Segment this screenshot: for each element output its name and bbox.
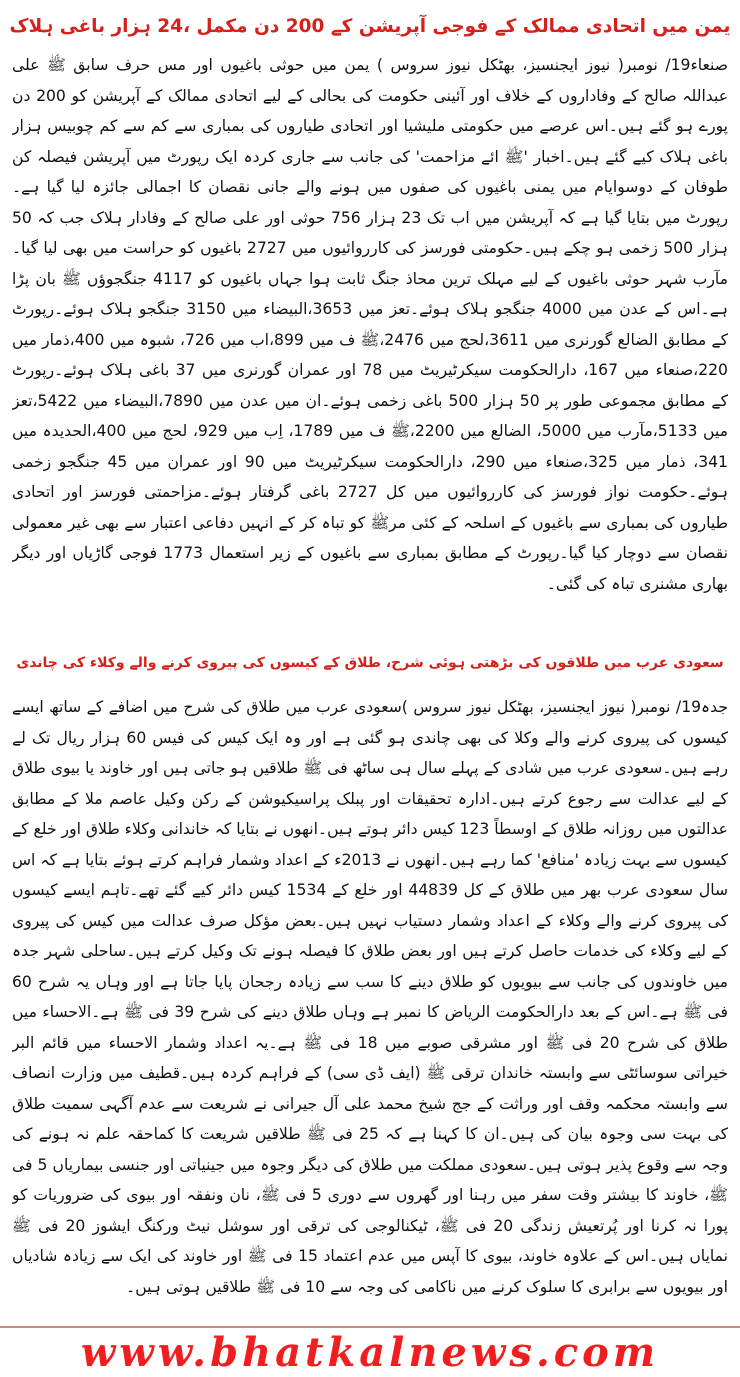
article-2-body (12, 692, 728, 1322)
article-2-paragraph: جدہ19/ نومبر( نیوز ایجنسیز، بھٹکل نیوز سروس )سعودی عرب میں طلاق کی شرح میں اضافے کے ساتھ ایسے کیسوں کی پیروی کرنے والے وکلا کی بھی چاندی ہو گئی ہے اور وہ ایک کیس کی فیس 60 ہزار ریال تک لے رہے ہیں۔سعودی عرب میں شادی کے پہلے سال ہی ساٹھ فی ﷺ طلاقیں ہو جاتی ہیں اور خاوند یا بیوی طلاق کے لیے عدالت سے رجوع کرتے ہیں۔ادارہ تحقیقات اور پبلک پراسیکیوشن کے رکن وکیل عاصم ملا کے مطابق عدالتوں میں روزانہ طلاق کے اوسطاً 123 کیس دائر ہوتے ہیں۔انھوں نے بتایا کہ خاندانی وکلاء طلاق اور خلع کے کیسوں سے بہت زیادہ 'منافع' کما رہے ہیں۔انھوں نے 2013ء کے اعداد وشمار فراہم کرتے ہوئے بتایا ہے کہ اس سال سعودی عرب بھر میں طلاق کے کل 44839 اور خلع کے 1534 کیس دائر کیے گئے تھے۔تاہم ایسے کیسوں کی پیروی کرنے والے وکلاء کے اعداد وشمار دستیاب نہیں ہیں۔بعض مؤکل صرف عدالت میں کیس کی پیروی کے لیے وکلاء کی خدمات حاصل کرتے ہیں اور بعض طلاق کا فیصلہ ہونے تک وکیل کرتے ہیں۔ساحلی شہر جدہ میں خاوندوں کی جانب سے بیویوں کو طلاق دینے کا سب سے زیادہ رجحان پایا جاتا ہے اور وہاں یہ شرح 60 فی ﷺ ہے۔اس کے بعد دارالحکومت الریاض کا نمبر ہے وہاں طلاق دینے کی شرح 39 فی ﷺ ہے۔الاحساء میں طلاق کی شرح 20 فی ﷺ اور مشرقی صوبے میں 18 فی ﷺ ہے۔یہ اعداد وشمار الاحساء میں قائم البر خیراتی سوسائٹی سے وابستہ خاندان ترقی ﷺ (ایف ڈی سی) کے فراہم کردہ ہیں۔قطیف میں وزارت انصاف سے وابستہ محکمہ وقف اور وراثت کے جج شیخ محمد علی آل جیرانی نے شریعت سے عدم آگہی سمیت طلاق کی بہت سی وجوہ بیان کی ہیں۔ان کا کہنا ہے کہ 25 فی ﷺ طلاقیں شریعت کا کماحقہ علم نہ ہونے کی وجہ سے وقوع پذیر ہوتی ہیں۔سعودی مملکت میں طلاق کی دیگر وجوہ میں جینیاتی اور جنسی بیماریاں 5 فی ﷺ، خاوند کا بیشتر وقت سفر میں رہنا اور گھروں سے دوری 5 فی ﷺ، نان ونفقہ اور بیوی کی ضروریات کو پورا نہ کرنا اور پُرتعیش زندگی 20 فی ﷺ، ٹیکنالوجی کی ترقی اور سوشل نیٹ ورکنگ ایشوز 20 فی ﷺ نمایاں ہیں۔اس کے علاوہ خاوند، بیوی کا آپس میں عدم اعتماد 15 فی ﷺ اور خاوند کی ایک سے زیادہ شادیاں اور بیویوں سے برابری کا سلوک کرنے میں ناکامی کی وجہ سے 10 فی ﷺ طلاقیں ہوتی ہیں۔ (12, 698, 728, 1296)
site-watermark: www.bhatkalnews.com (80, 1331, 660, 1375)
article-1-paragraph: صنعاء19/ نومبر( نیوز ایجنسیز، بھٹکل نیوز سروس ) یمن میں حوثی باغیوں اور مس حرف سابق ﷺ علی عبداللہ صالح کے وفاداروں کے خلاف اور آئینی حکومت کی بحالی کے لیے اتحادی ممالک کے آپریشن کو 200 دن پورے ہو گئے ہیں۔اس عرصے میں حکومتی ملیشیا اور اتحادی طیاروں کی بمباری سے کم سے کم چوبیس ہزار باغی ہلاک کیے گئے ہیں۔اخبار 'ﷺ ائے مزاحمت' کی جانب سے جاری کردہ ایک رپورٹ میں آپریشن فیصلہ کن طوفان کے دوسوایام میں یمنی باغیوں کی صفوں میں ہونے والے جانی نقصان کا اجمالی جائزہ لیا گیا ہے۔ رپورٹ میں بتایا گیا ہے کہ آپریشن میں اب تک 23 ہزار 756 حوثی اور علی صالح کے وفادار ہلاک جب کہ 50 ہزار 500 زخمی ہو چکے ہیں۔حکومتی فورسز کی کارروائیوں میں 2727 باغیوں کو حراست میں بھی لیا گیا۔مآرب شہر حوثی باغیوں کے لیے مہلک ترین محاذ جنگ ثابت ہوا جہاں باغیوں کو 4117 جنگجوؤں ﷺ بان پڑا ہے۔اس کے عدن میں 4000 جنگجو ہلاک ہوئے۔تعز میں 3653،البیضاء میں 3150 جنگجو ہلاک ہوئے۔رپورٹ کے مطابق الضالع گورنری میں 3611،لحج میں 2476،ﷺ ف میں 899،اب میں 726، شبوہ میں 400،ذمار میں 220،صنعاء میں 167، دارالحکومت سیکرٹیریٹ میں 78 اور عمران گورنری میں 37 باغی ہلاک ہوئے۔رپورٹ کے مطابق مجموعی طور پر 50 ہزار 500 باغی زخمی ہوئے۔ان میں عدن میں 7890،البیضاء میں 5422،تعز میں 5133،مآرب میں 5000، الضالع میں 2200،ﷺ ف میں 1789، اِب میں 929، لحج میں 400،الحدیدہ میں 341، ذمار میں 325،صنعاء میں 290، دارالحکومت سیکرٹیریٹ میں 90 اور عمران میں 45 جنگجو زخمی ہوئے۔حکومت نواز فورسز کی کارروائیوں میں کل 2727 باغی گرفتار ہوئے۔مزاحمتی فورسز اور اتحادی طیاروں کی بمباری سے باغیوں کے اسلحہ کے کئی مرﷺ کو تباہ کر کے انہیں دفاعی اعتبار سے بھی غیر معمولی نقصان سے دوچار کیا گیا۔رپورٹ کے مطابق بمباری سے باغیوں کے زیر استعمال 1773 فوجی گاڑیاں اور دیگر بھاری مشنری تباہ کی گئی۔ (12, 56, 728, 593)
article-1-body (12, 50, 728, 638)
footer-divider (0, 1326, 740, 1328)
article-1-headline: یمن میں اتحادی ممالک کے فوجی آپریشن کے 200 دن مکمل ،24 ہزار باغی ہلاک (9, 16, 731, 37)
article-2-headline: سعودی عرب میں طلاقوں کی بڑھتی ہوئی شرح، طلاق کے کیسوں کی پیروی کرنے والے وکلاء کی چاندی (16, 655, 724, 671)
